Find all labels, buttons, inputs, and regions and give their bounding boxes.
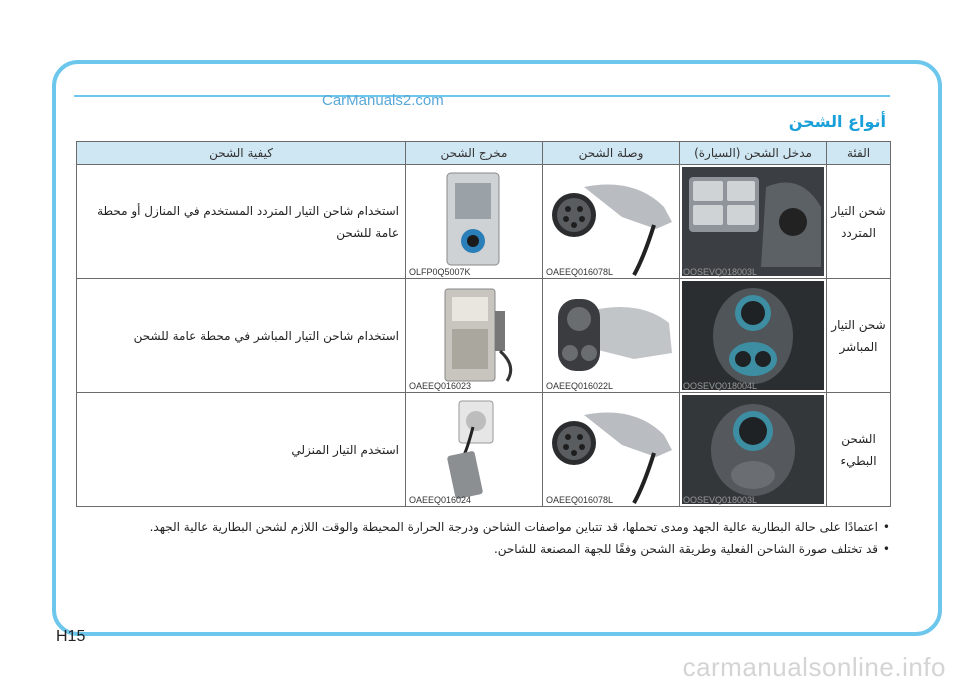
connector-image-cell: [543, 279, 680, 393]
table-row: [77, 279, 891, 393]
outlet-code: OAEEQ016023: [409, 381, 472, 391]
header-outlet: مخرج الشحن: [406, 142, 543, 165]
table-row: [77, 393, 891, 507]
ac-inlet-photo: [682, 167, 824, 276]
note-item: • قد تختلف صورة الشاحن الفعلية وطريقة الشحن وفقًا للجهة المصنعة للشاحن.: [76, 538, 890, 560]
inlet-image-cell: [680, 393, 827, 507]
watermark-top: CarManuals2.com: [322, 92, 444, 109]
connector-code: OAEEQ016022L: [546, 381, 614, 391]
dc-inlet-photo: [682, 281, 824, 390]
header-category: الفئة: [827, 142, 891, 165]
header-inlet: مدخل الشحن (السيارة): [680, 142, 827, 165]
dc-charger-photo: [408, 281, 540, 390]
section-title: أنواع الشحن: [788, 112, 886, 131]
site-watermark: carmanualsonline.info: [682, 652, 946, 682]
inlet-code: OOSEVQ018004L: [683, 381, 758, 391]
outlet-code: OAEEQ016024: [409, 495, 472, 505]
page-number: H15: [56, 628, 86, 645]
method-cell: استخدام شاحن التيار المباشر في محطة عامة للشحن: [77, 279, 406, 393]
inlet-code: OOSEVQ018003L: [683, 267, 758, 277]
table-row: [77, 165, 891, 279]
notes: [76, 516, 890, 560]
connector-image-cell: [543, 393, 680, 507]
category-cell: شحن التيار المباشر: [827, 279, 891, 393]
outlet-image-cell: [406, 165, 543, 279]
outlet-code: OLFP0Q5007K: [409, 267, 471, 277]
charging-types-table: [76, 141, 891, 507]
header-method: كيفية الشحن: [77, 142, 406, 165]
connector-image-cell: [543, 165, 680, 279]
slow-inlet-photo: [682, 395, 824, 504]
inlet-image-cell: [680, 165, 827, 279]
connector-code: OAEEQ016078L: [546, 267, 614, 277]
method-cell: استخدام شاحن التيار المتردد المستخدم في المنازل أو محطة عامة للشحن: [77, 165, 406, 279]
category-cell: شحن التيار المتردد: [827, 165, 891, 279]
outlet-image-cell: [406, 279, 543, 393]
table-header-row: [77, 142, 891, 165]
top-rule: [74, 95, 890, 97]
ac-charger-photo: [408, 167, 540, 276]
category-cell: الشحن البطيء: [827, 393, 891, 507]
inlet-image-cell: [680, 279, 827, 393]
inlet-code: OOSEVQ018003L: [683, 495, 758, 505]
ac-connector-photo: [545, 167, 677, 276]
slow-connector-photo: [545, 395, 677, 504]
connector-code: OAEEQ016078L: [546, 495, 614, 505]
home-outlet-photo: [408, 395, 540, 504]
method-cell: استخدم التيار المنزلي: [77, 393, 406, 507]
outlet-image-cell: [406, 393, 543, 507]
header-connector: وصلة الشحن: [543, 142, 680, 165]
note-item: • اعتمادًا على حالة البطارية عالية الجهد ومدى تحملها، قد تتباين مواصفات الشاحن ودرجة الحرارة المحيطة والوقت اللازم لشحن البطارية عالية الجهد.: [76, 516, 890, 538]
dc-connector-photo: [545, 281, 677, 390]
